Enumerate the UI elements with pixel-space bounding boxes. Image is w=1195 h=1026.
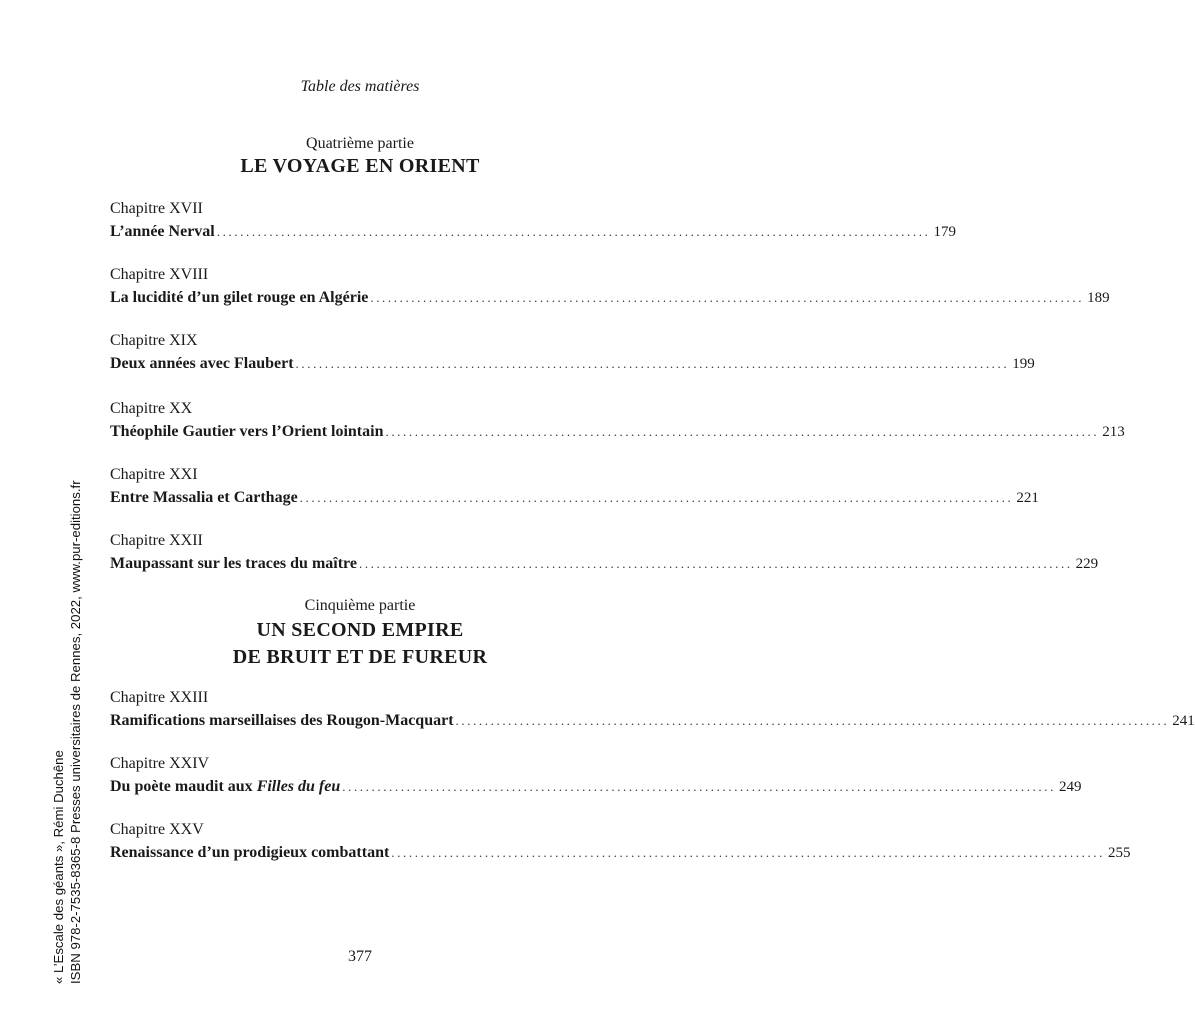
page-number: 189 [1087, 290, 1110, 306]
chapter-number: Chapitre XXV [110, 821, 204, 838]
entry-line [110, 487, 1039, 509]
page-folio: 377 [348, 948, 372, 965]
page-number: 229 [1075, 556, 1099, 572]
chapter-title: Ramifications marseillaises des Rougon-Macquart [110, 712, 454, 729]
dot-leader: .......................................................................................................................... [455, 713, 1170, 728]
toc-entry[interactable] [110, 820, 1131, 864]
dot-leader: .......................................................................................................................... [358, 556, 1073, 571]
toc-entry[interactable] [110, 688, 1195, 732]
chapter-number: Chapitre XXIII [110, 689, 209, 706]
entry-line [110, 842, 1131, 864]
chapter-number: Chapitre XIX [110, 332, 198, 349]
toc-entry[interactable] [110, 331, 1035, 375]
part-title [110, 153, 610, 180]
page-number: 221 [1016, 490, 1039, 506]
dot-leader: .......................................................................................................................... [391, 845, 1105, 860]
chapter-number: Chapitre XXI [110, 466, 198, 483]
part-title-line: DE BRUIT ET DE FUREUR [232, 646, 488, 668]
page-number: 249 [1058, 779, 1082, 795]
chapter-title: L’année Nerval [110, 223, 215, 240]
dot-leader: .......................................................................................................................... [370, 290, 1085, 305]
chapter-number: Chapitre XVIII [110, 266, 209, 283]
side-note-line: « L’Escale des géants », Rémi Duchêne [51, 750, 66, 984]
page-number: 241 [1172, 713, 1195, 729]
chapter-number: Chapitre XX [110, 400, 193, 417]
entry-line [110, 287, 1110, 309]
dot-leader: .......................................................................................................................... [385, 424, 1100, 439]
toc-entry[interactable] [110, 199, 956, 243]
toc-entry[interactable] [110, 265, 1110, 309]
running-head: Table des matières [300, 78, 420, 95]
entry-line [110, 776, 1082, 798]
dot-leader: .......................................................................................................................... [216, 224, 931, 239]
chapter-title: Deux années avec Flaubert [110, 355, 294, 372]
part-label: Quatrième partie [306, 135, 414, 152]
chapter-number: Chapitre XXII [110, 532, 203, 549]
part-label: Cinquième partie [304, 597, 416, 614]
chapter-title: Maupassant sur les traces du maître [110, 555, 357, 572]
page-number: 213 [1102, 424, 1125, 440]
dot-leader: .......................................................................................................................... [299, 490, 1014, 505]
part-title [110, 617, 610, 671]
entry-line [110, 353, 1035, 375]
chapter-title: Entre Massalia et Carthage [110, 489, 298, 506]
dot-leader: .......................................................................................................................... [342, 779, 1056, 794]
entry-line [110, 710, 1195, 732]
chapter-number: Chapitre XVII [110, 200, 203, 217]
toc-entry[interactable] [110, 531, 1099, 575]
chapter-title [110, 776, 340, 798]
chapter-title: Renaissance d’un prodigieux combattant [110, 844, 390, 861]
chapter-title-prefix: Du poète maudit aux [110, 778, 257, 795]
toc-entry[interactable] [110, 754, 1082, 798]
page-number: 255 [1108, 845, 1131, 861]
dot-leader: .......................................................................................................................... [295, 356, 1010, 371]
chapter-number: Chapitre XXIV [110, 755, 210, 772]
page-number: 179 [933, 224, 956, 240]
toc-entry[interactable] [110, 465, 1039, 509]
side-note-line: ISBN 978-2-7535-8365-8 Presses universitaires de Rennes, 2022, www.pur-editions.fr [68, 480, 83, 984]
copyright-side-note [50, 480, 84, 984]
toc-entry[interactable] [110, 399, 1125, 443]
entry-line [110, 553, 1099, 575]
part-title-line: UN SECOND EMPIRE [256, 619, 464, 641]
page-number: 199 [1012, 356, 1035, 372]
entry-line [110, 221, 956, 243]
entry-line [110, 421, 1125, 443]
chapter-title: La lucidité d’un gilet rouge en Algérie [110, 289, 369, 306]
chapter-title: Théophile Gautier vers l’Orient lointain [110, 423, 384, 440]
part-title-line: LE VOYAGE EN ORIENT [240, 155, 480, 177]
chapter-title-italic: Filles du feu [256, 778, 341, 795]
